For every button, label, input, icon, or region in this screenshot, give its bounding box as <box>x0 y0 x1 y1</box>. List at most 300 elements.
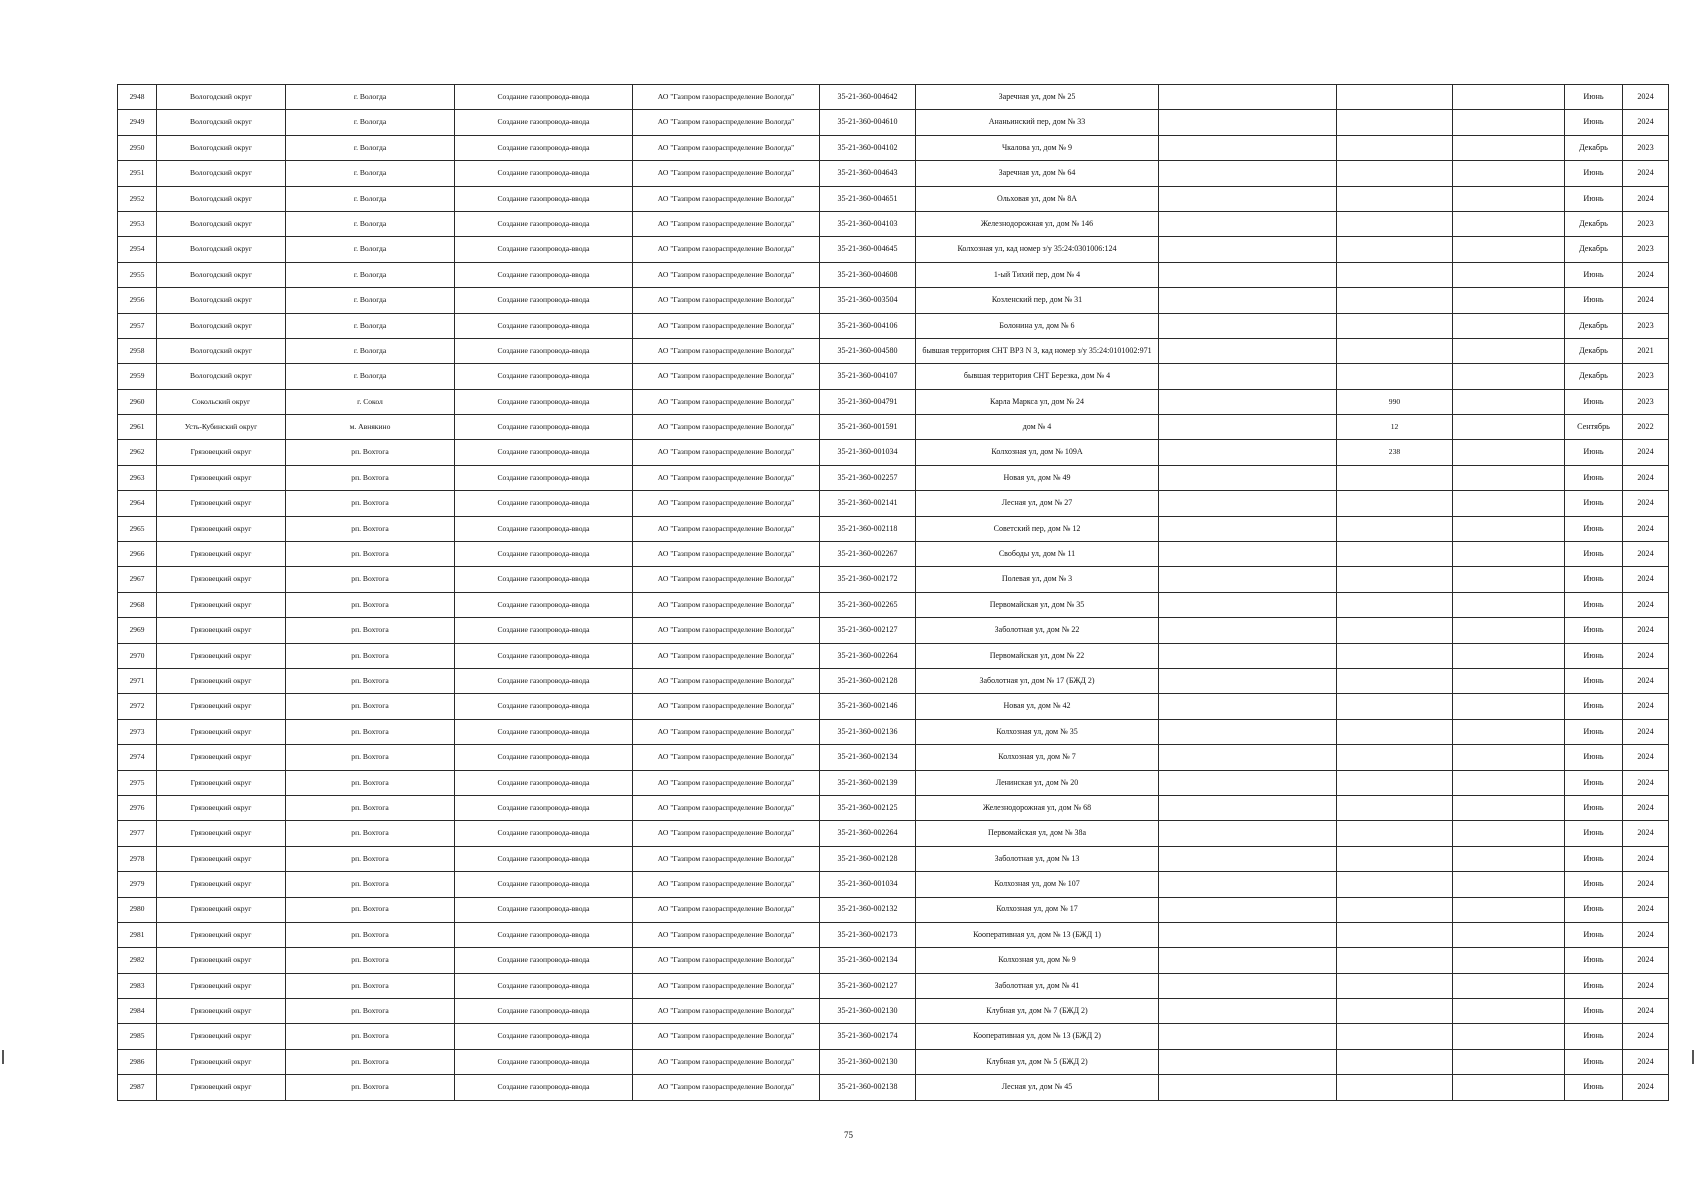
cell-row-number: 2956 <box>118 288 157 313</box>
cell-district: Грязовецкий округ <box>157 795 286 820</box>
cell-column-10 <box>1453 262 1565 287</box>
cell-organization: АО "Газпром газораспределение Вологда" <box>633 745 820 770</box>
table-row <box>118 313 1669 338</box>
cell-length <box>1337 795 1453 820</box>
cell-column-8 <box>1159 770 1337 795</box>
table-row <box>118 135 1669 160</box>
cell-column-8 <box>1159 897 1337 922</box>
cell-month: Июнь <box>1565 821 1623 846</box>
cell-year: 2024 <box>1623 973 1669 998</box>
cell-work-type: Создание газопровода-ввода <box>455 643 633 668</box>
cell-address: Заречная ул, дом № 64 <box>916 161 1159 186</box>
table-row <box>118 1075 1669 1100</box>
cell-district: Грязовецкий округ <box>157 999 286 1024</box>
cell-district: Грязовецкий округ <box>157 897 286 922</box>
cell-length <box>1337 618 1453 643</box>
cell-length <box>1337 872 1453 897</box>
cell-address: Козленский пер, дом № 31 <box>916 288 1159 313</box>
cell-object-code: 35-21-360-002265 <box>820 592 916 617</box>
cell-settlement: рп. Вохтога <box>286 795 455 820</box>
cell-organization: АО "Газпром газораспределение Вологда" <box>633 516 820 541</box>
cell-length <box>1337 948 1453 973</box>
cell-column-10 <box>1453 719 1565 744</box>
cell-district: Вологодский округ <box>157 313 286 338</box>
cell-year: 2023 <box>1623 364 1669 389</box>
cell-work-type: Создание газопровода-ввода <box>455 1075 633 1100</box>
cell-organization: АО "Газпром газораспределение Вологда" <box>633 897 820 922</box>
cell-year: 2024 <box>1623 922 1669 947</box>
cell-length <box>1337 567 1453 592</box>
cell-object-code: 35-21-360-002141 <box>820 491 916 516</box>
cell-column-8 <box>1159 592 1337 617</box>
cell-work-type: Создание газопровода-ввода <box>455 1049 633 1074</box>
cell-column-10 <box>1453 364 1565 389</box>
cell-address: Карла Маркса ул, дом № 24 <box>916 389 1159 414</box>
cell-settlement: рп. Вохтога <box>286 618 455 643</box>
cell-month: Июнь <box>1565 999 1623 1024</box>
cell-length <box>1337 516 1453 541</box>
cell-column-8 <box>1159 846 1337 871</box>
cell-month: Июнь <box>1565 694 1623 719</box>
cell-column-8 <box>1159 338 1337 363</box>
cell-column-10 <box>1453 948 1565 973</box>
cell-row-number: 2958 <box>118 338 157 363</box>
cell-length <box>1337 161 1453 186</box>
cell-month: Июнь <box>1565 1049 1623 1074</box>
table-row <box>118 897 1669 922</box>
cell-length <box>1337 745 1453 770</box>
cell-column-8 <box>1159 567 1337 592</box>
cell-address: Заболотная ул, дом № 17 (БЖД 2) <box>916 668 1159 693</box>
cell-address: Заболотная ул, дом № 13 <box>916 846 1159 871</box>
cell-row-number: 2970 <box>118 643 157 668</box>
cell-work-type: Создание газопровода-ввода <box>455 872 633 897</box>
cell-column-10 <box>1453 542 1565 567</box>
cell-work-type: Создание газопровода-ввода <box>455 567 633 592</box>
cell-object-code: 35-21-360-002130 <box>820 999 916 1024</box>
cell-row-number: 2975 <box>118 770 157 795</box>
cell-district: Грязовецкий округ <box>157 1075 286 1100</box>
cell-organization: АО "Газпром газораспределение Вологда" <box>633 338 820 363</box>
cell-column-10 <box>1453 415 1565 440</box>
cell-settlement: рп. Вохтога <box>286 872 455 897</box>
cell-organization: АО "Газпром газораспределение Вологда" <box>633 922 820 947</box>
cell-column-8 <box>1159 491 1337 516</box>
cell-column-10 <box>1453 795 1565 820</box>
cell-month: Июнь <box>1565 85 1623 110</box>
cell-length: 238 <box>1337 440 1453 465</box>
cell-organization: АО "Газпром газораспределение Вологда" <box>633 948 820 973</box>
cell-object-code: 35-21-360-002118 <box>820 516 916 541</box>
cell-row-number: 2954 <box>118 237 157 262</box>
table-row <box>118 542 1669 567</box>
cell-year: 2023 <box>1623 237 1669 262</box>
cell-district: Грязовецкий округ <box>157 922 286 947</box>
cell-organization: АО "Газпром газораспределение Вологда" <box>633 719 820 744</box>
cell-settlement: рп. Вохтога <box>286 719 455 744</box>
cell-column-8 <box>1159 186 1337 211</box>
cell-object-code: 35-21-360-002172 <box>820 567 916 592</box>
cell-organization: АО "Газпром газораспределение Вологда" <box>633 668 820 693</box>
cell-year: 2024 <box>1623 999 1669 1024</box>
cell-settlement: рп. Вохтога <box>286 922 455 947</box>
cell-year: 2024 <box>1623 1049 1669 1074</box>
cell-month: Декабрь <box>1565 237 1623 262</box>
cell-month: Июнь <box>1565 516 1623 541</box>
cell-row-number: 2948 <box>118 85 157 110</box>
cell-organization: АО "Газпром газораспределение Вологда" <box>633 491 820 516</box>
cell-length <box>1337 1075 1453 1100</box>
cell-address: Советский пер, дом № 12 <box>916 516 1159 541</box>
table-row <box>118 770 1669 795</box>
cell-column-10 <box>1453 1024 1565 1049</box>
cell-work-type: Создание газопровода-ввода <box>455 999 633 1024</box>
cell-address: Чкалова ул, дом № 9 <box>916 135 1159 160</box>
cell-organization: АО "Газпром газораспределение Вологда" <box>633 872 820 897</box>
cell-organization: АО "Газпром газораспределение Вологда" <box>633 567 820 592</box>
table-row <box>118 999 1669 1024</box>
cell-settlement: рп. Вохтога <box>286 897 455 922</box>
cell-settlement: рп. Вохтога <box>286 465 455 490</box>
cell-column-8 <box>1159 85 1337 110</box>
table-row <box>118 694 1669 719</box>
cell-row-number: 2952 <box>118 186 157 211</box>
cell-address: Колхозная ул, дом № 7 <box>916 745 1159 770</box>
cell-column-8 <box>1159 1075 1337 1100</box>
cell-length <box>1337 846 1453 871</box>
cell-work-type: Создание газопровода-ввода <box>455 415 633 440</box>
cell-column-10 <box>1453 186 1565 211</box>
cell-length <box>1337 770 1453 795</box>
cell-object-code: 35-21-360-004643 <box>820 161 916 186</box>
cell-object-code: 35-21-360-004580 <box>820 338 916 363</box>
cell-district: Вологодский округ <box>157 364 286 389</box>
cell-settlement: рп. Вохтога <box>286 821 455 846</box>
cell-month: Июнь <box>1565 186 1623 211</box>
cell-organization: АО "Газпром газораспределение Вологда" <box>633 999 820 1024</box>
cell-year: 2024 <box>1623 846 1669 871</box>
cell-year: 2024 <box>1623 821 1669 846</box>
cell-row-number: 2981 <box>118 922 157 947</box>
table-row <box>118 85 1669 110</box>
cell-settlement: г. Сокол <box>286 389 455 414</box>
cell-row-number: 2979 <box>118 872 157 897</box>
cell-object-code: 35-21-360-002264 <box>820 821 916 846</box>
cell-month: Сентябрь <box>1565 415 1623 440</box>
cell-month: Июнь <box>1565 389 1623 414</box>
cell-settlement: рп. Вохтога <box>286 948 455 973</box>
cell-object-code: 35-21-360-002139 <box>820 770 916 795</box>
cell-row-number: 2949 <box>118 110 157 135</box>
cell-year: 2024 <box>1623 745 1669 770</box>
cell-district: Вологодский округ <box>157 186 286 211</box>
cell-month: Июнь <box>1565 567 1623 592</box>
cell-work-type: Создание газопровода-ввода <box>455 465 633 490</box>
cell-settlement: рп. Вохтога <box>286 1024 455 1049</box>
cell-district: Грязовецкий округ <box>157 694 286 719</box>
cell-row-number: 2953 <box>118 211 157 236</box>
cell-district: Грязовецкий округ <box>157 516 286 541</box>
cell-organization: АО "Газпром газораспределение Вологда" <box>633 592 820 617</box>
cell-address: Свободы ул, дом № 11 <box>916 542 1159 567</box>
cell-address: Колхозная ул, кад номер з/у 35:24:0301006:124 <box>916 237 1159 262</box>
cell-object-code: 35-21-360-002134 <box>820 745 916 770</box>
cell-object-code: 35-21-360-002174 <box>820 1024 916 1049</box>
cell-column-8 <box>1159 161 1337 186</box>
cell-year: 2024 <box>1623 897 1669 922</box>
cell-row-number: 2971 <box>118 668 157 693</box>
table-row <box>118 161 1669 186</box>
cell-organization: АО "Газпром газораспределение Вологда" <box>633 186 820 211</box>
cell-year: 2024 <box>1623 1075 1669 1100</box>
cell-column-8 <box>1159 618 1337 643</box>
cell-work-type: Создание газопровода-ввода <box>455 288 633 313</box>
cell-address: Лесная ул, дом № 27 <box>916 491 1159 516</box>
cell-length <box>1337 719 1453 744</box>
cell-work-type: Создание газопровода-ввода <box>455 516 633 541</box>
cell-column-10 <box>1453 694 1565 719</box>
cell-organization: АО "Газпром газораспределение Вологда" <box>633 465 820 490</box>
cell-month: Июнь <box>1565 872 1623 897</box>
cell-length <box>1337 186 1453 211</box>
cell-column-10 <box>1453 567 1565 592</box>
cell-district: Грязовецкий округ <box>157 1049 286 1074</box>
cell-organization: АО "Газпром газораспределение Вологда" <box>633 211 820 236</box>
cell-column-8 <box>1159 973 1337 998</box>
cell-settlement: рп. Вохтога <box>286 999 455 1024</box>
cell-row-number: 2959 <box>118 364 157 389</box>
cell-settlement: рп. Вохтога <box>286 973 455 998</box>
margin-mark-left <box>2 1050 4 1064</box>
cell-column-10 <box>1453 338 1565 363</box>
cell-district: Вологодский округ <box>157 237 286 262</box>
cell-object-code: 35-21-360-002127 <box>820 973 916 998</box>
cell-row-number: 2986 <box>118 1049 157 1074</box>
cell-year: 2024 <box>1623 694 1669 719</box>
table-row <box>118 973 1669 998</box>
cell-column-10 <box>1453 846 1565 871</box>
table-row <box>118 364 1669 389</box>
cell-column-10 <box>1453 745 1565 770</box>
cell-object-code: 35-21-360-002136 <box>820 719 916 744</box>
cell-length <box>1337 135 1453 160</box>
cell-district: Грязовецкий округ <box>157 668 286 693</box>
cell-year: 2023 <box>1623 135 1669 160</box>
cell-district: Вологодский округ <box>157 338 286 363</box>
cell-length <box>1337 364 1453 389</box>
cell-settlement: г. Вологда <box>286 211 455 236</box>
cell-month: Июнь <box>1565 897 1623 922</box>
cell-column-8 <box>1159 948 1337 973</box>
cell-work-type: Создание газопровода-ввода <box>455 440 633 465</box>
cell-row-number: 2955 <box>118 262 157 287</box>
cell-district: Грязовецкий округ <box>157 567 286 592</box>
cell-address: Первомайская ул, дом № 35 <box>916 592 1159 617</box>
cell-object-code: 35-21-360-002127 <box>820 618 916 643</box>
cell-row-number: 2973 <box>118 719 157 744</box>
cell-object-code: 35-21-360-004608 <box>820 262 916 287</box>
cell-organization: АО "Газпром газораспределение Вологда" <box>633 846 820 871</box>
cell-settlement: г. Вологда <box>286 135 455 160</box>
cell-object-code: 35-21-360-002128 <box>820 668 916 693</box>
cell-column-8 <box>1159 211 1337 236</box>
cell-column-10 <box>1453 1075 1565 1100</box>
cell-district: Грязовецкий округ <box>157 973 286 998</box>
cell-length <box>1337 999 1453 1024</box>
cell-month: Июнь <box>1565 288 1623 313</box>
cell-object-code: 35-21-360-002125 <box>820 795 916 820</box>
cell-column-8 <box>1159 516 1337 541</box>
cell-length <box>1337 237 1453 262</box>
cell-year: 2024 <box>1623 592 1669 617</box>
cell-address: дом № 4 <box>916 415 1159 440</box>
cell-column-8 <box>1159 262 1337 287</box>
cell-column-10 <box>1453 389 1565 414</box>
cell-address: Ленинская ул, дом № 20 <box>916 770 1159 795</box>
cell-district: Вологодский округ <box>157 211 286 236</box>
cell-district: Грязовецкий округ <box>157 491 286 516</box>
cell-month: Декабрь <box>1565 364 1623 389</box>
cell-address: Клубная ул, дом № 7 (БЖД 2) <box>916 999 1159 1024</box>
cell-row-number: 2951 <box>118 161 157 186</box>
cell-row-number: 2987 <box>118 1075 157 1100</box>
cell-column-10 <box>1453 821 1565 846</box>
cell-address: Заболотная ул, дом № 22 <box>916 618 1159 643</box>
cell-year: 2024 <box>1623 643 1669 668</box>
cell-column-8 <box>1159 872 1337 897</box>
cell-length <box>1337 262 1453 287</box>
cell-organization: АО "Газпром газораспределение Вологда" <box>633 542 820 567</box>
table-row <box>118 237 1669 262</box>
table-body <box>118 85 1669 1101</box>
cell-object-code: 35-21-360-004642 <box>820 85 916 110</box>
cell-column-10 <box>1453 211 1565 236</box>
table-row <box>118 567 1669 592</box>
cell-address: Болонина ул, дом № 6 <box>916 313 1159 338</box>
cell-district: Усть-Кубинский округ <box>157 415 286 440</box>
cell-address: Лесная ул, дом № 45 <box>916 1075 1159 1100</box>
table-row <box>118 719 1669 744</box>
cell-work-type: Создание газопровода-ввода <box>455 795 633 820</box>
cell-column-8 <box>1159 1049 1337 1074</box>
cell-column-10 <box>1453 135 1565 160</box>
cell-district: Грязовецкий округ <box>157 821 286 846</box>
cell-column-8 <box>1159 745 1337 770</box>
table-row <box>118 440 1669 465</box>
cell-row-number: 2966 <box>118 542 157 567</box>
cell-settlement: рп. Вохтога <box>286 567 455 592</box>
table-row <box>118 262 1669 287</box>
cell-month: Июнь <box>1565 948 1623 973</box>
cell-organization: АО "Газпром газораспределение Вологда" <box>633 85 820 110</box>
cell-column-10 <box>1453 999 1565 1024</box>
cell-address: Колхозная ул, дом № 35 <box>916 719 1159 744</box>
cell-organization: АО "Газпром газораспределение Вологда" <box>633 415 820 440</box>
cell-length: 990 <box>1337 389 1453 414</box>
cell-year: 2024 <box>1623 440 1669 465</box>
cell-address: Заречная ул, дом № 25 <box>916 85 1159 110</box>
cell-district: Грязовецкий округ <box>157 872 286 897</box>
cell-column-10 <box>1453 237 1565 262</box>
cell-object-code: 35-21-360-002146 <box>820 694 916 719</box>
cell-work-type: Создание газопровода-ввода <box>455 592 633 617</box>
cell-column-8 <box>1159 999 1337 1024</box>
table-row <box>118 745 1669 770</box>
cell-column-10 <box>1453 288 1565 313</box>
cell-length <box>1337 643 1453 668</box>
cell-year: 2024 <box>1623 567 1669 592</box>
cell-length <box>1337 668 1453 693</box>
cell-row-number: 2965 <box>118 516 157 541</box>
cell-column-8 <box>1159 364 1337 389</box>
cell-object-code: 35-21-360-002257 <box>820 465 916 490</box>
cell-length <box>1337 821 1453 846</box>
cell-year: 2024 <box>1623 85 1669 110</box>
cell-column-10 <box>1453 973 1565 998</box>
cell-work-type: Создание газопровода-ввода <box>455 618 633 643</box>
cell-district: Грязовецкий округ <box>157 1024 286 1049</box>
cell-district: Грязовецкий округ <box>157 618 286 643</box>
cell-month: Декабрь <box>1565 338 1623 363</box>
cell-row-number: 2969 <box>118 618 157 643</box>
cell-object-code: 35-21-360-002264 <box>820 643 916 668</box>
cell-column-8 <box>1159 415 1337 440</box>
cell-month: Декабрь <box>1565 313 1623 338</box>
cell-row-number: 2976 <box>118 795 157 820</box>
cell-district: Сокольский округ <box>157 389 286 414</box>
cell-year: 2024 <box>1623 668 1669 693</box>
cell-district: Вологодский округ <box>157 110 286 135</box>
cell-row-number: 2983 <box>118 973 157 998</box>
cell-row-number: 2977 <box>118 821 157 846</box>
cell-work-type: Создание газопровода-ввода <box>455 973 633 998</box>
cell-district: Грязовецкий округ <box>157 719 286 744</box>
cell-address: бывшая территория СНТ ВРЗ N 3, кад номер з/у 35:24:0101002:971 <box>916 338 1159 363</box>
cell-column-10 <box>1453 872 1565 897</box>
cell-year: 2024 <box>1623 618 1669 643</box>
cell-district: Грязовецкий округ <box>157 592 286 617</box>
table-row <box>118 618 1669 643</box>
cell-length <box>1337 592 1453 617</box>
cell-settlement: рп. Вохтога <box>286 643 455 668</box>
cell-work-type: Создание газопровода-ввода <box>455 211 633 236</box>
cell-settlement: рп. Вохтога <box>286 694 455 719</box>
cell-year: 2024 <box>1623 262 1669 287</box>
cell-column-10 <box>1453 161 1565 186</box>
cell-month: Июнь <box>1565 719 1623 744</box>
cell-district: Грязовецкий округ <box>157 542 286 567</box>
cell-length <box>1337 1024 1453 1049</box>
table-row <box>118 821 1669 846</box>
cell-settlement: рп. Вохтога <box>286 1075 455 1100</box>
cell-length <box>1337 542 1453 567</box>
cell-column-8 <box>1159 110 1337 135</box>
cell-month: Декабрь <box>1565 211 1623 236</box>
cell-object-code: 35-21-360-001591 <box>820 415 916 440</box>
cell-organization: АО "Газпром газораспределение Вологда" <box>633 313 820 338</box>
table-row <box>118 211 1669 236</box>
cell-column-10 <box>1453 668 1565 693</box>
cell-column-8 <box>1159 719 1337 744</box>
cell-settlement: рп. Вохтога <box>286 491 455 516</box>
cell-address: Ольховая ул, дом № 8А <box>916 186 1159 211</box>
cell-work-type: Создание газопровода-ввода <box>455 262 633 287</box>
cell-settlement: рп. Вохтога <box>286 745 455 770</box>
cell-district: Грязовецкий округ <box>157 440 286 465</box>
cell-object-code: 35-21-360-002267 <box>820 542 916 567</box>
cell-column-8 <box>1159 694 1337 719</box>
cell-row-number: 2964 <box>118 491 157 516</box>
